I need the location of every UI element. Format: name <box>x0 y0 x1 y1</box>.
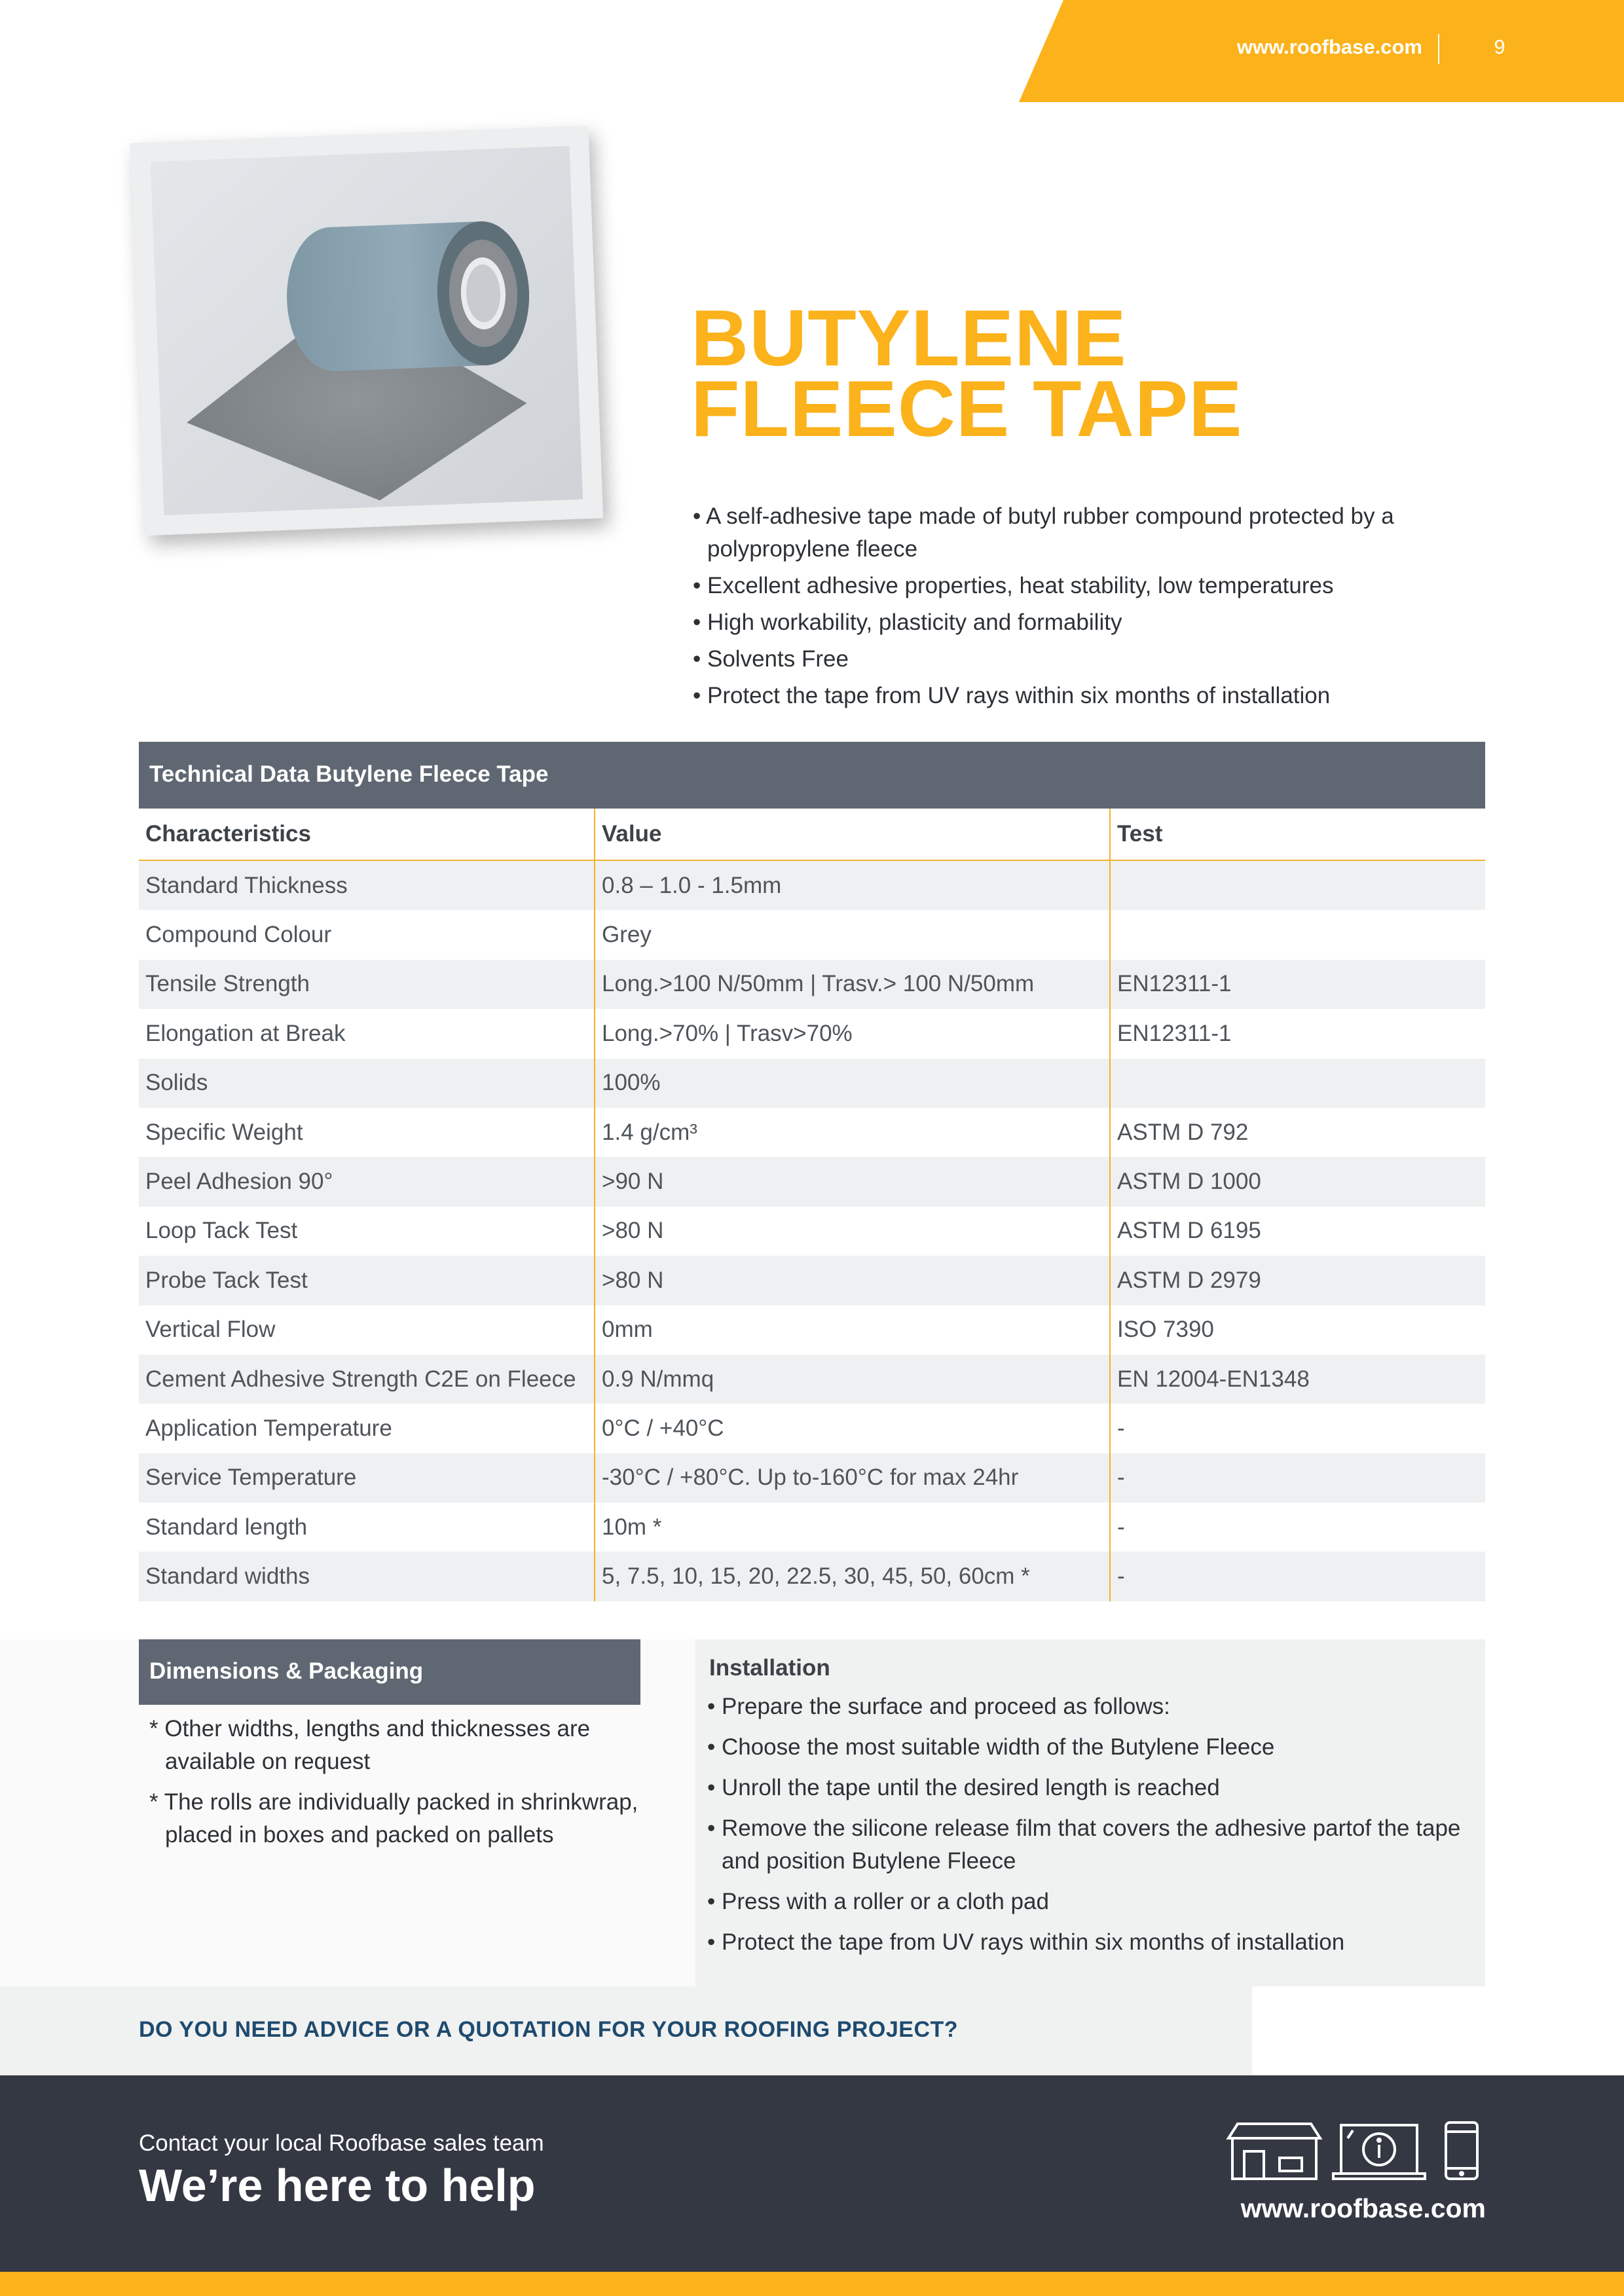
table-row <box>139 1207 1485 1256</box>
list-item: • Solvents Free <box>693 646 849 672</box>
list-item: • Protect the tape from UV rays within six months of installation <box>693 683 1331 708</box>
product-title-line1: BUTYLENE <box>691 293 1127 382</box>
table-cell: Cement Adhesive Strength C2E on Fleece <box>139 1355 595 1404</box>
table-row <box>139 1503 1485 1552</box>
dimensions-title: Dimensions & Packaging <box>149 1658 424 1684</box>
feature-list <box>693 500 1466 716</box>
table-cell <box>1110 1059 1485 1108</box>
list-item: • Excellent adhesive properties, heat stability, low temperatures <box>693 573 1334 598</box>
table-cell: Long.>70% | Trasv>70% <box>595 1009 1110 1058</box>
table-row <box>139 1453 1485 1503</box>
table-row <box>139 1305 1485 1355</box>
table-cell: Grey <box>595 910 1110 959</box>
table-cell: Service Temperature <box>139 1453 595 1503</box>
table-row <box>139 1552 1485 1601</box>
table-row <box>139 910 1485 959</box>
table-row <box>139 1404 1485 1453</box>
table-cell: - <box>1110 1552 1485 1601</box>
table-header-row <box>139 809 1485 860</box>
installation-title: Installation <box>709 1655 830 1681</box>
table-cell: 0°C / +40°C <box>595 1404 1110 1453</box>
table-cell: Compound Colour <box>139 910 595 959</box>
table-cell: Vertical Flow <box>139 1305 595 1355</box>
table-cell: ASTM D 6195 <box>1117 1218 1261 1244</box>
tech-table-title: Technical Data Butylene Fleece Tape <box>149 761 549 787</box>
list-item: • High workability, plasticity and formability <box>693 610 1122 635</box>
table-row <box>139 960 1485 1009</box>
header-divider <box>1438 34 1439 64</box>
column-header-test: Test <box>1110 809 1485 860</box>
header-url[interactable]: www.roofbase.com <box>1236 35 1422 58</box>
table-cell: 0.8 – 1.0 - 1.5mm <box>595 860 1110 910</box>
laptop-info-icon <box>1333 2125 1425 2179</box>
table-row <box>139 1009 1485 1058</box>
table-cell: Tensile Strength <box>139 960 595 1009</box>
table-cell <box>1110 860 1485 910</box>
table-cell: Standard length <box>139 1503 595 1552</box>
footer-url[interactable]: www.roofbase.com <box>1240 2193 1486 2223</box>
product-title <box>691 293 1243 453</box>
page-number: 9 <box>1494 35 1505 58</box>
column-header-value: Value <box>595 809 1110 860</box>
table-cell: EN12311-1 <box>1117 1020 1232 1046</box>
table-cell: 0mm <box>595 1305 1110 1355</box>
list-item: * The rolls are individually packed in shrinkwrap, placed in boxes and packed on pallets <box>149 1789 638 1848</box>
list-item: • Prepare the surface and proceed as follows: <box>707 1694 1170 1719</box>
table-cell <box>1110 910 1485 959</box>
list-item: • Unroll the tape until the desired length is reached <box>707 1775 1220 1800</box>
table-cell: 0.9 N/mmq <box>595 1355 1110 1404</box>
table-row <box>139 1059 1485 1108</box>
table-cell: Solids <box>139 1059 595 1108</box>
list-item: • A self-adhesive tape made of butyl rubber compound protected by a polypropylene fleece <box>693 503 1394 562</box>
table-cell: Specific Weight <box>139 1108 595 1157</box>
table-row <box>139 860 1485 910</box>
table-cell: EN 12004-EN1348 <box>1110 1355 1485 1404</box>
table-cell: >80 N <box>595 1207 1110 1256</box>
table-cell: >80 N <box>595 1256 1110 1305</box>
table-cell: ASTM D 1000 <box>1110 1157 1485 1206</box>
table-cell: Standard widths <box>139 1552 595 1601</box>
table-cell: 5, 7.5, 10, 15, 20, 22.5, 30, 45, 50, 60cm * <box>595 1552 1110 1601</box>
table-cell: Loop Tack Test <box>139 1207 595 1256</box>
installation-list <box>707 1690 1467 1967</box>
table-cell: 100% <box>595 1059 1110 1108</box>
dimensions-header <box>139 1639 640 1705</box>
list-item: * Other widths, lengths and thicknesses are available on request <box>149 1716 591 1774</box>
list-item: • Press with a roller or a cloth pad <box>707 1889 1049 1914</box>
table-cell: >90 N <box>595 1157 1110 1206</box>
phone-icon <box>1446 2123 1477 2179</box>
table-cell: ASTM D 2979 <box>1110 1256 1485 1305</box>
product-title-line2: FLEECE TAPE <box>691 364 1243 453</box>
table-cell: Application Temperature <box>139 1404 595 1453</box>
table-cell: -30°C / +80°C. Up to-160°C for max 24hr <box>595 1453 1110 1503</box>
table-cell: Elongation at Break <box>139 1009 595 1058</box>
table-cell: Standard Thickness <box>139 860 595 910</box>
table-cell: 1.4 g/cm³ <box>595 1108 1110 1157</box>
table-cell: ISO 7390 <box>1117 1317 1214 1343</box>
advice-text: DO YOU NEED ADVICE OR A QUOTATION FOR YOUR ROOFING PROJECT? <box>139 2017 959 2042</box>
footer-tagline: We’re here to help <box>139 2160 536 2211</box>
footer-contact: Contact your local Roofbase sales team <box>139 2130 544 2156</box>
store-icon <box>1228 2124 1320 2179</box>
table-cell: EN12311-1 <box>1110 960 1485 1009</box>
list-item: • Choose the most suitable width of the Butylene Fleece <box>707 1734 1275 1760</box>
table-cell: 10m * <box>595 1503 1110 1552</box>
column-header-characteristics: Characteristics <box>139 809 595 860</box>
footer-icons <box>1225 2119 1486 2184</box>
table-row <box>139 1256 1485 1305</box>
table-cell: Peel Adhesion 90° <box>139 1157 595 1206</box>
product-photo-frame <box>130 126 604 536</box>
table-cell: ASTM D 792 <box>1117 1119 1249 1145</box>
tech-data-table <box>139 809 1485 1601</box>
list-item: • Protect the tape from UV rays within six months of installation <box>707 1929 1345 1955</box>
table-cell: - <box>1117 1415 1125 1441</box>
list-item: • Remove the silicone release film that covers the adhesive partof the tape and position Butylene Fleece <box>707 1815 1461 1874</box>
table-row <box>139 1108 1485 1157</box>
tape-roll-icon <box>151 146 583 515</box>
tech-table-header <box>139 742 1485 809</box>
table-row <box>139 1157 1485 1206</box>
tape-roll-photo <box>151 146 583 515</box>
table-row <box>139 1355 1485 1404</box>
dimensions-list <box>149 1713 647 1859</box>
table-cell: - <box>1110 1453 1485 1503</box>
table-cell: Probe Tack Test <box>139 1256 595 1305</box>
table-cell: - <box>1117 1514 1125 1540</box>
table-cell: Long.>100 N/50mm | Trasv.> 100 N/50mm <box>595 960 1110 1009</box>
footer-accent-bar <box>0 2272 1624 2296</box>
